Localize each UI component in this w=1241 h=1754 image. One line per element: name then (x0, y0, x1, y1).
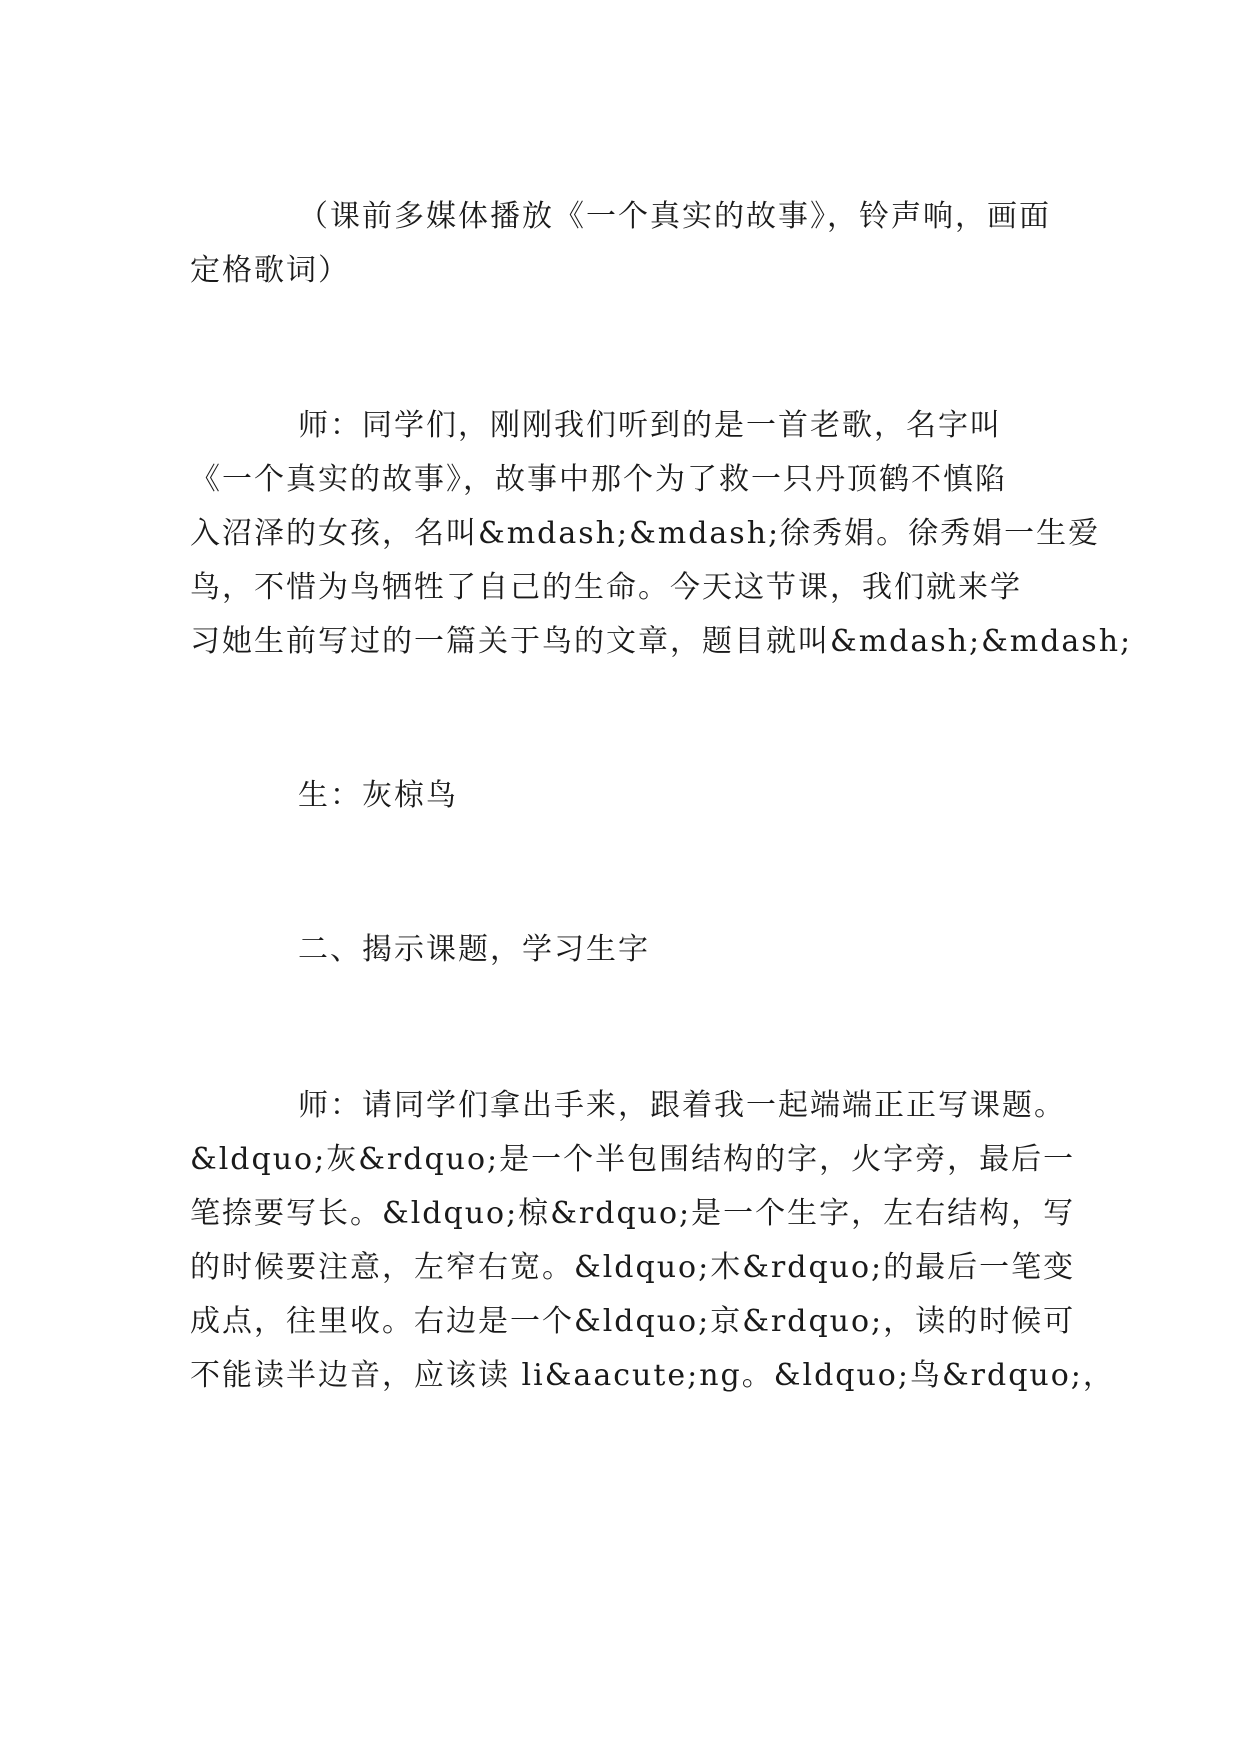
text-line: 成点，往里收。右边是一个&ldquo;京&rdquo;，读的时候可 (190, 1304, 1076, 1339)
text-line: 不能读半边音，应该读 li&aacute;ng。&ldquo;鸟&rdquo;， (190, 1358, 1115, 1393)
text-line: 师：请同学们拿出手来，跟着我一起端端正正写课题。 (298, 1088, 1066, 1123)
text-line: 入沼泽的女孩，名叫&mdash;&mdash;徐秀娟。徐秀娟一生爱 (190, 516, 1101, 551)
text-line: 鸟，不惜为鸟牺牲了自己的生命。今天这节课，我们就来学 (190, 570, 1022, 605)
text-line: 二、揭示课题，学习生字 (298, 932, 650, 967)
text-line: 定格歌词） (190, 253, 350, 288)
text-line: 笔捺要写长。&ldquo;椋&rdquo;是一个生字，左右结构，写 (190, 1196, 1076, 1231)
text-line: 师：同学们，刚刚我们听到的是一首老歌，名字叫 (298, 408, 1002, 443)
text-line: 《一个真实的故事》，故事中那个为了救一只丹顶鹤不慎陷 (190, 462, 1007, 497)
text-line: 生：灰椋鸟 (298, 778, 458, 813)
text-line: 习她生前写过的一篇关于鸟的文章，题目就叫&mdash;&mdash; (190, 624, 1133, 659)
text-line: （课前多媒体播放《一个真实的故事》，铃声响，画面 (298, 199, 1051, 234)
text-line: &ldquo;灰&rdquo;是一个半包围结构的字，火字旁，最后一 (190, 1142, 1076, 1177)
text-line: 的时候要注意，左窄右宽。&ldquo;木&rdquo;的最后一笔变 (190, 1250, 1076, 1285)
